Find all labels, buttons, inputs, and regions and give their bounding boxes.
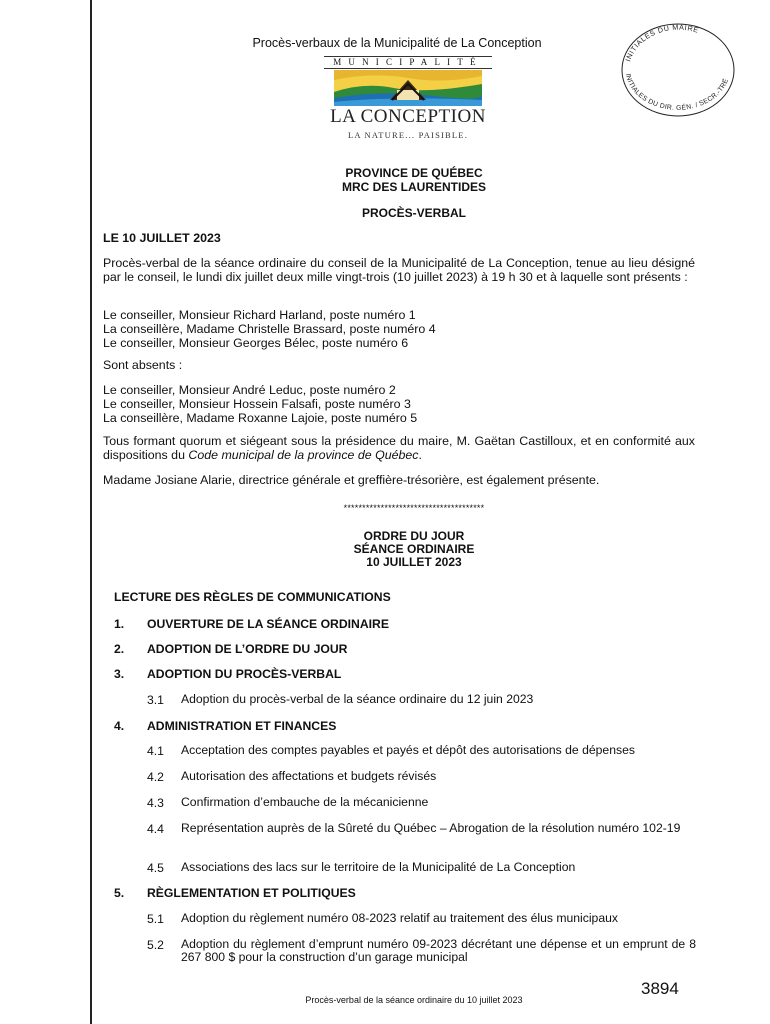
item-number: 5.	[114, 886, 125, 900]
page-number: 3894	[641, 979, 679, 998]
item-title: ADMINISTRATION ET FINANCES	[147, 719, 337, 733]
logo-landscape-icon	[334, 70, 482, 106]
absent-label: Sont absents :	[103, 358, 183, 372]
subitem-text: Confirmation d’embauche de la mécanicienne	[181, 795, 429, 809]
municipality-logo	[316, 54, 500, 144]
item-title: OUVERTURE DE LA SÉANCE ORDINAIRE	[147, 617, 389, 631]
svg-text:INITIALES DU MAIRE	[623, 23, 700, 63]
present-member: Le conseiller, Monsieur Richard Harland, poste numéro 1	[103, 308, 416, 322]
logo-name: LA CONCEPTION	[330, 106, 486, 127]
subitem-number: 4.2	[147, 770, 164, 784]
item-title: ADOPTION DU PROCÈS-VERBAL	[147, 667, 342, 681]
initials-stamp	[616, 18, 736, 118]
intro-paragraph: Procès-verbal de la séance ordinaire du conseil de la Municipalité de La Conception, tenue au lieu désigné par le conseil, le lundi dix juillet deux mille vingt-trois (10 juillet 2023) à 19 h 30 et à laquelle sont présents :	[103, 256, 695, 284]
item-number: 2.	[114, 642, 125, 656]
agenda-date: 10 JUILLET 2023	[366, 555, 462, 569]
mrc-heading: MRC DES LAURENTIDES	[341, 180, 486, 194]
subitem-text: Adoption du procès-verbal de la séance ordinaire du 12 juin 2023	[181, 692, 534, 706]
item-number: 1.	[114, 617, 125, 631]
absent-list	[103, 383, 695, 425]
subitem-text: Adoption du règlement d’emprunt numéro 09-2023 décrétant une dépense et un emprunt de 8 267 800 $ pour la construction d’un garage municipal	[181, 937, 696, 964]
subitem-number: 3.1	[147, 693, 164, 707]
item-number: 4.	[114, 719, 125, 733]
quorum-paragraph	[103, 434, 695, 462]
subitem-text: Autorisation des affectations et budgets révisés	[181, 769, 437, 783]
agenda-subtitle: SÉANCE ORDINAIRE	[353, 542, 475, 556]
director-paragraph: Madame Josiane Alarie, directrice générale et greffière-trésorière, est également présente.	[103, 473, 600, 487]
subitem-number: 4.1	[147, 744, 164, 758]
present-member: Le conseiller, Monsieur Georges Bélec, poste numéro 6	[103, 336, 409, 350]
doc-type-heading: PROCÈS-VERBAL	[361, 206, 466, 220]
subitem-text: Acceptation des comptes payables et payés et dépôt des autorisations de dépenses	[181, 743, 635, 757]
logo-tagline: LA NATURE... PAISIBLE.	[347, 130, 469, 140]
subitem-number: 4.3	[147, 796, 164, 810]
agenda-title: ORDRE DU JOUR	[363, 529, 465, 543]
subitem-number: 4.5	[147, 861, 164, 875]
initials-stamp-circle	[616, 18, 736, 118]
quorum-end: .	[418, 448, 422, 462]
present-list	[103, 308, 695, 350]
subitem-number: 4.4	[147, 822, 164, 836]
item-number: 3.	[114, 667, 125, 681]
page-header-title: Procès-verbaux de la Municipalité de La Conception	[252, 36, 542, 50]
page-footer: Procès-verbal de la séance ordinaire du 10 juillet 2023	[305, 995, 523, 1005]
province-heading: PROVINCE DE QUÉBEC	[345, 166, 483, 180]
item-title: RÈGLEMENTATION ET POLITIQUES	[147, 886, 356, 900]
subitem-number: 5.2	[147, 938, 164, 952]
present-member: La conseillère, Madame Christelle Brassard, poste numéro 4	[103, 322, 436, 336]
absent-member: Le conseiller, Monsieur Hossein Falsafi, poste numéro 3	[103, 397, 411, 411]
subitem-text: Représentation auprès de la Sûreté du Québec – Abrogation de la résolution numéro 102-19	[181, 821, 681, 835]
logo-rule-bottom	[324, 68, 492, 69]
absent-member: Le conseiller, Monsieur André Leduc, poste numéro 2	[103, 383, 396, 397]
separator-stars: **************************************	[343, 503, 485, 513]
absent-member: La conseillère, Madame Roxanne Lajoie, poste numéro 5	[103, 411, 418, 425]
logo-top-word: MUNICIPALITÉ	[333, 57, 483, 67]
subitem-text: Associations des lacs sur le territoire de la Municipalité de La Conception	[181, 860, 576, 874]
subitem-text: Adoption du règlement numéro 08-2023 relatif au traitement des élus municipaux	[181, 911, 618, 925]
quorum-text: Tous formant quorum et siégeant sous la présidence du maire, M. Gaëtan Castilloux, et en conformité aux dispositions du	[103, 434, 695, 462]
subitem-number: 5.1	[147, 912, 164, 926]
quorum-code: Code municipal de la province de Québec	[188, 448, 419, 462]
stamp-top-text: INITIALES DU MAIRE	[623, 22, 700, 63]
stamp-bottom-text: INITIALES DU DIR. GÉN. / SECR.-TRÉ	[624, 73, 731, 112]
item-title: ADOPTION DE L’ORDRE DU JOUR	[147, 642, 348, 656]
rules-heading: LECTURE DES RÈGLES DE COMMUNICATIONS	[114, 590, 391, 604]
date-heading: LE 10 JUILLET 2023	[103, 231, 221, 245]
